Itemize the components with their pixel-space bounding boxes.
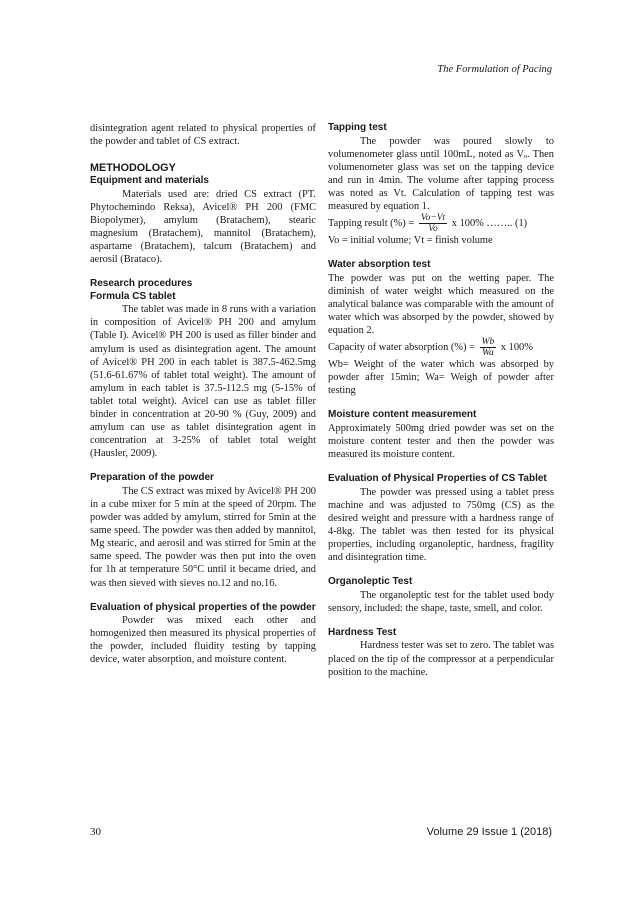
- intro-paragraph: disintegration agent related to physical properties of the powder and tablet of CS extract.: [90, 123, 316, 148]
- formula-paragraph: The tablet was made in 8 runs with a variation in composition of Avicel® PH 200 and amylum (Table I). Avicel® PH 200 is used as filler binder and amylum is used as disintegration agent. The amount of Avicel® PH 200 in each tablet is 387.5-462.5mg (51.6-61.67% of tablet total weight). The amount of amylum in each tablet is 37.5-112.5 mg (5-15% of tablet total weight). Avicel can use as tablet filler binder in concentration at 20-90 % (Guy, 2009) and amylum can use as tablet disintegration agent in concentration at 3-25% of tablet total weight (Hausler, 2009).: [90, 304, 316, 460]
- tapping-paragraph: The powder was poured slowly to volumenometer glass until 100mL, noted as Vₒ. Then volumenometer glass was set on the tapping device and run in 4min. The volume after tapping process was noted as Vt. Calculation of tapping test was measured by equation 1.: [328, 135, 554, 212]
- right-column: [328, 122, 554, 679]
- physical-properties-heading: Evaluation of Physical Properties of CS Tablet: [328, 473, 547, 485]
- page-number: 30: [90, 826, 101, 838]
- hardness-paragraph: Hardness tester was set to zero. The tablet was placed on the tip of the compressor at a perpendicular position to the machine.: [328, 640, 554, 678]
- eq1-prefix: Tapping result (%) =: [328, 217, 415, 229]
- eq1-denominator: Vo: [428, 224, 438, 235]
- evaluation-powder-paragraph: Powder was mixed each other and homogenized then measured its physical properties of the powder, included fluidity testing by tapping device, water absorption, and moisture content.: [90, 615, 316, 666]
- physical-properties-paragraph: The powder was pressed using a tablet press machine and was adjusted to 750mg (CS) as the desired weight and pressure with a hardness range of 4-8kg. The tablet was then tested for its physical properties, including organoleptic, hardness, fragility and disintegration time.: [328, 486, 554, 564]
- equipment-paragraph: Materials used are: dried CS extract (PT. Phytochemindo Reksa), Avicel® PH 200 (FMC Biopolymer), amylum (Bratachem), stearic magnesium (Bratachem), mannitol (Bratachem), aspartame (Bratachem), talcum (Bratachem) and aerosil (Brataco).: [90, 188, 316, 266]
- eq2-denominator: Wa: [482, 348, 494, 359]
- evaluation-powder-heading: Evaluation of physical properties of the powder: [90, 601, 316, 613]
- eq2-prefix: Capacity of water absorption (%) =: [328, 342, 475, 354]
- eq1-variables: Vo = initial volume; Vt = finish volume: [328, 235, 493, 247]
- equation-2: [328, 337, 554, 358]
- eq2-fraction: [480, 337, 497, 358]
- volume-info: Volume 29 Issue 1 (2018): [426, 826, 552, 838]
- eq1-fraction: [419, 213, 447, 234]
- organoleptic-heading: Organoleptic Test: [328, 576, 413, 588]
- eq2-variables: Wb= Weight of the water which was absorped by powder after 15min; Wa= Weigh of powder after testing: [328, 359, 554, 397]
- tapping-heading: Tapping test: [328, 122, 387, 133]
- preparation-heading: Preparation of the powder: [90, 472, 214, 484]
- eq1-numerator: Vo−Vt: [420, 213, 446, 224]
- eq1-suffix: x 100% …….. (1): [451, 217, 528, 229]
- water-absorption-paragraph: The powder was put on the wetting paper. The diminish of water weight which measured on the analytical balance was comparable with the amount of water which was absorped by the powder, showed by equation 2.: [328, 272, 554, 337]
- equipment-heading: Equipment and materials: [90, 175, 209, 187]
- research-heading: Research procedures: [90, 278, 193, 290]
- left-column: [90, 122, 316, 667]
- moisture-heading: Moisture content measurement: [328, 409, 477, 421]
- formula-heading: Formula CS tablet: [90, 290, 176, 302]
- water-absorption-heading: Water absorption test: [328, 259, 431, 271]
- preparation-paragraph: The CS extract was mixed by Avicel® PH 200 in a cube mixer for 5 min at the speed of 20rpm. The powder was added by amylum, stirred for 5min at the same speed. The powder was then added by mannitol, Mg stearic, and aerosil and was stirred for 5min at the same speed. The powder was then put into the oven for 1h at temperature 50°C until it became dried, and was then sieved with sieves no.12 and no.16.: [90, 485, 316, 589]
- methodology-heading: METHODOLOGY: [90, 162, 176, 175]
- organoleptic-paragraph: The organoleptic test for the tablet used body sensory, included: the shape, taste, smell, and color.: [328, 589, 554, 614]
- running-title: The Formulation of Pacing: [437, 64, 552, 75]
- hardness-heading: Hardness Test: [328, 626, 397, 638]
- eq2-numerator: Wb: [481, 337, 495, 348]
- equation-1: [328, 213, 554, 234]
- moisture-paragraph: Approximately 500mg dried powder was set on the moisture content tester and then the powder was measured its moisture content.: [328, 422, 554, 461]
- eq2-suffix: x 100%: [500, 342, 533, 354]
